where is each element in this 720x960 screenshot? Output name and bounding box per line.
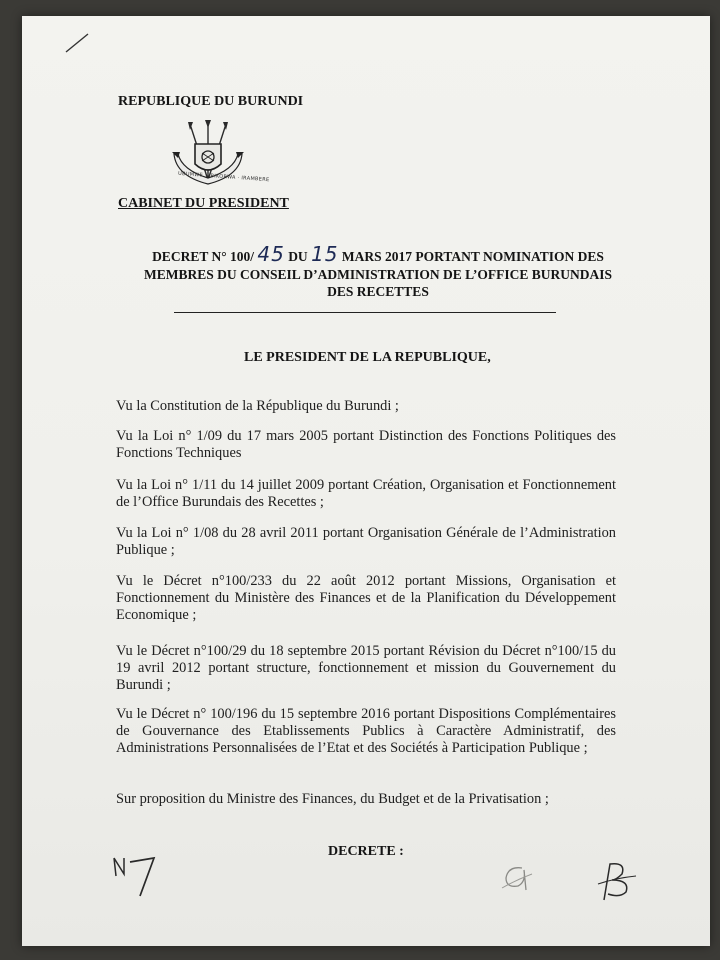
president-heading: LE PRESIDENT DE LA REPUBLIQUE, xyxy=(244,350,491,365)
title-suffix: MARS 2017 PORTANT NOMINATION DES xyxy=(341,249,604,264)
consideration-loi-2009: Vu la Loi n° 1/11 du 14 juillet 2009 portant Création, Organisation et Fonctionnement de l’Office Burundais des Recettes ; xyxy=(116,477,616,510)
initials-center-icon xyxy=(496,858,540,898)
consideration-loi-2005: Vu la Loi n° 1/09 du 17 mars 2005 portant Distinction des Fonctions Politiques des Fonctions Techniques xyxy=(116,428,616,461)
initials-right-icon xyxy=(596,860,644,904)
coat-of-arms-icon xyxy=(168,120,248,198)
document-page xyxy=(22,16,710,946)
consideration-decret-2012: Vu le Décret n°100/233 du 22 août 2012 portant Missions, Organisation et Fonctionnement du Ministère des Finances et de la Planification du Développement Economique ; xyxy=(116,573,616,623)
cabinet-header: CABINET DU PRESIDENT xyxy=(118,196,289,211)
handwritten-day: 15 xyxy=(311,242,339,266)
decree-title-line-3: DES RECETTES xyxy=(327,284,429,299)
initials-left-icon xyxy=(110,852,162,900)
title-du: DU xyxy=(288,249,308,264)
consideration-decret-2015: Vu le Décret n°100/29 du 18 septembre 2015 portant Révision du Décret n°100/15 du 19 avril 2012 portant structure, fonctionnement et mission du Gouvernement du Burundi ; xyxy=(116,643,616,693)
pen-mark-icon xyxy=(62,30,92,56)
consideration-loi-2011: Vu la Loi n° 1/08 du 28 avril 2011 portant Organisation Générale de l’Administration Publique ; xyxy=(116,525,616,558)
decrete-heading: DECRETE : xyxy=(328,844,404,859)
emblem-motto: UBUMWE · IBIKORWA · IRAMBERE xyxy=(177,170,270,184)
title-divider xyxy=(174,312,556,313)
consideration-decret-2016: Vu le Décret n° 100/196 du 15 septembre 2016 portant Dispositions Complémentaires de Gouvernance des Etablissements Publics à Caractère Administratif, des Administrations Personnalisées de l’Etat et des Sociétés à Participation Publique ; xyxy=(116,706,616,756)
republic-header: REPUBLIQUE DU BURUNDI xyxy=(118,94,304,109)
decree-title-line-1 xyxy=(118,242,638,266)
handwritten-decree-number: 45 xyxy=(257,242,285,266)
decree-title-line-2: MEMBRES DU CONSEIL D’ADMINISTRATION DE L’OFFICE BURUNDAIS xyxy=(143,267,613,282)
consideration-constitution: Vu la Constitution de la République du Burundi ; xyxy=(116,398,399,414)
proposal-ministre: Sur proposition du Ministre des Finances, du Budget et de la Privatisation ; xyxy=(116,791,549,807)
title-prefix: DECRET N° 100/ xyxy=(152,249,254,264)
